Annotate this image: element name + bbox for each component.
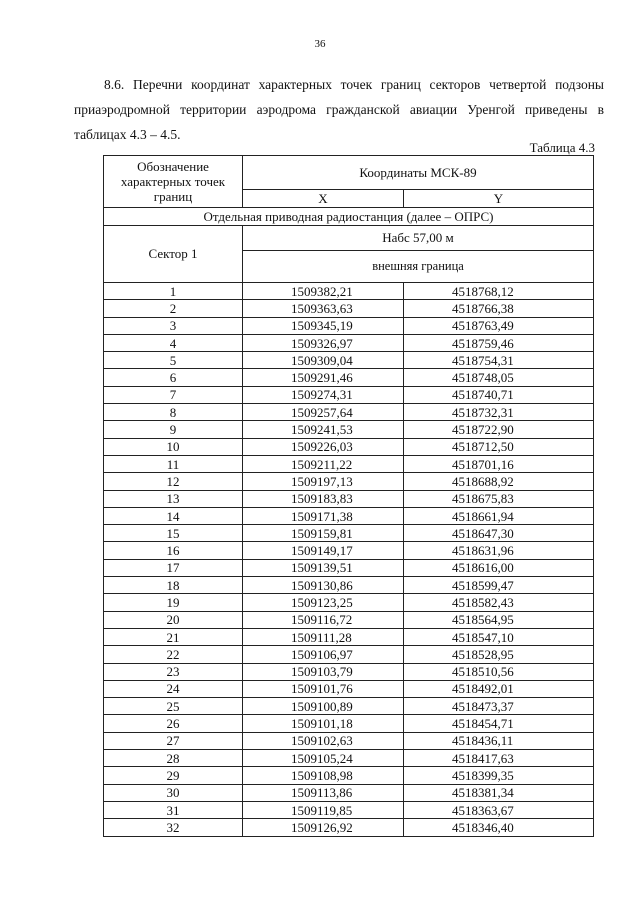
point-number: 21 bbox=[104, 628, 243, 645]
point-number: 22 bbox=[104, 646, 243, 663]
point-number: 23 bbox=[104, 663, 243, 680]
page-number: 36 bbox=[314, 38, 326, 50]
x-coordinate: 1509101,76 bbox=[243, 680, 404, 697]
x-coordinate: 1509149,17 bbox=[243, 542, 404, 559]
point-number: 8 bbox=[104, 404, 243, 421]
y-coordinate: 4518661,94 bbox=[404, 507, 594, 524]
x-coordinate: 1509108,98 bbox=[243, 767, 404, 784]
y-coordinate: 4518417,63 bbox=[404, 750, 594, 767]
table-row bbox=[104, 455, 594, 472]
table-row bbox=[104, 611, 594, 628]
x-coordinate: 1509197,13 bbox=[243, 473, 404, 490]
table-row bbox=[104, 750, 594, 767]
y-coordinate: 4518766,38 bbox=[404, 300, 594, 317]
point-number: 29 bbox=[104, 767, 243, 784]
x-coordinate: 1509102,63 bbox=[243, 732, 404, 749]
y-coordinate: 4518616,00 bbox=[404, 559, 594, 576]
y-coordinate: 4518712,50 bbox=[404, 438, 594, 455]
x-coordinate: 1509113,86 bbox=[243, 784, 404, 801]
header-coordinates: Координаты МСК-89 bbox=[243, 156, 594, 190]
point-number: 25 bbox=[104, 698, 243, 715]
point-number: 11 bbox=[104, 455, 243, 472]
point-number: 15 bbox=[104, 525, 243, 542]
point-number: 7 bbox=[104, 386, 243, 403]
point-number: 31 bbox=[104, 801, 243, 818]
table-row bbox=[104, 386, 594, 403]
point-number: 19 bbox=[104, 594, 243, 611]
table-row bbox=[104, 490, 594, 507]
header-y: Y bbox=[404, 190, 594, 208]
x-coordinate: 1509126,92 bbox=[243, 819, 404, 836]
table-row bbox=[104, 283, 594, 300]
x-coordinate: 1509226,03 bbox=[243, 438, 404, 455]
x-coordinate: 1509171,38 bbox=[243, 507, 404, 524]
table-row bbox=[104, 819, 594, 836]
table-row bbox=[104, 438, 594, 455]
point-number: 16 bbox=[104, 542, 243, 559]
y-coordinate: 4518381,34 bbox=[404, 784, 594, 801]
x-coordinate: 1509257,64 bbox=[243, 404, 404, 421]
table-row bbox=[104, 525, 594, 542]
y-coordinate: 4518688,92 bbox=[404, 473, 594, 490]
x-coordinate: 1509345,19 bbox=[243, 317, 404, 334]
point-number: 32 bbox=[104, 819, 243, 836]
table-row bbox=[104, 317, 594, 334]
border-label: внешняя граница bbox=[243, 251, 594, 283]
header-designation: Обозначение характерных точек границ bbox=[104, 156, 243, 208]
point-number: 9 bbox=[104, 421, 243, 438]
y-coordinate: 4518528,95 bbox=[404, 646, 594, 663]
point-number: 4 bbox=[104, 334, 243, 351]
y-coordinate: 4518547,10 bbox=[404, 628, 594, 645]
table-caption: Таблица 4.3 bbox=[529, 140, 595, 155]
x-coordinate: 1509159,81 bbox=[243, 525, 404, 542]
table-row bbox=[104, 352, 594, 369]
point-number: 13 bbox=[104, 490, 243, 507]
y-coordinate: 4518454,71 bbox=[404, 715, 594, 732]
table-row bbox=[104, 421, 594, 438]
coordinates-table bbox=[103, 155, 594, 837]
table-row bbox=[104, 577, 594, 594]
table-row bbox=[104, 334, 594, 351]
y-coordinate: 4518399,35 bbox=[404, 767, 594, 784]
x-coordinate: 1509100,89 bbox=[243, 698, 404, 715]
point-number: 1 bbox=[104, 283, 243, 300]
table-row bbox=[104, 784, 594, 801]
habs-label: Набс 57,00 м bbox=[243, 226, 594, 251]
header-x: X bbox=[243, 190, 404, 208]
x-coordinate: 1509309,04 bbox=[243, 352, 404, 369]
y-coordinate: 4518510,56 bbox=[404, 663, 594, 680]
y-coordinate: 4518564,95 bbox=[404, 611, 594, 628]
table-row bbox=[104, 559, 594, 576]
point-number: 20 bbox=[104, 611, 243, 628]
y-coordinate: 4518722,90 bbox=[404, 421, 594, 438]
y-coordinate: 4518759,46 bbox=[404, 334, 594, 351]
x-coordinate: 1509105,24 bbox=[243, 750, 404, 767]
point-number: 3 bbox=[104, 317, 243, 334]
point-number: 2 bbox=[104, 300, 243, 317]
y-coordinate: 4518492,01 bbox=[404, 680, 594, 697]
point-number: 5 bbox=[104, 352, 243, 369]
table-row bbox=[104, 680, 594, 697]
intro-text: 8.6. Перечни координат характерных точек границ секторов четвертой подзоны приаэродромной территории аэродрома гражданской авиации Уренгой приведены в таблицах 4.3 – 4.5. bbox=[74, 77, 604, 142]
table-body bbox=[104, 283, 594, 837]
point-number: 12 bbox=[104, 473, 243, 490]
y-coordinate: 4518363,67 bbox=[404, 801, 594, 818]
y-coordinate: 4518740,71 bbox=[404, 386, 594, 403]
table-row bbox=[104, 542, 594, 559]
point-number: 14 bbox=[104, 507, 243, 524]
point-number: 24 bbox=[104, 680, 243, 697]
x-coordinate: 1509106,97 bbox=[243, 646, 404, 663]
y-coordinate: 4518473,37 bbox=[404, 698, 594, 715]
y-coordinate: 4518582,43 bbox=[404, 594, 594, 611]
y-coordinate: 4518631,96 bbox=[404, 542, 594, 559]
point-number: 28 bbox=[104, 750, 243, 767]
y-coordinate: 4518436,11 bbox=[404, 732, 594, 749]
x-coordinate: 1509119,85 bbox=[243, 801, 404, 818]
intro-paragraph bbox=[74, 72, 604, 147]
y-coordinate: 4518647,30 bbox=[404, 525, 594, 542]
sector-label: Сектор 1 bbox=[104, 226, 243, 283]
x-coordinate: 1509116,72 bbox=[243, 611, 404, 628]
header-station: Отдельная приводная радиостанция (далее – ОПРС) bbox=[104, 208, 594, 226]
x-coordinate: 1509123,25 bbox=[243, 594, 404, 611]
x-coordinate: 1509103,79 bbox=[243, 663, 404, 680]
x-coordinate: 1509363,63 bbox=[243, 300, 404, 317]
x-coordinate: 1509130,86 bbox=[243, 577, 404, 594]
y-coordinate: 4518732,31 bbox=[404, 404, 594, 421]
x-coordinate: 1509241,53 bbox=[243, 421, 404, 438]
y-coordinate: 4518675,83 bbox=[404, 490, 594, 507]
table-row bbox=[104, 507, 594, 524]
point-number: 27 bbox=[104, 732, 243, 749]
x-coordinate: 1509326,97 bbox=[243, 334, 404, 351]
y-coordinate: 4518763,49 bbox=[404, 317, 594, 334]
y-coordinate: 4518346,40 bbox=[404, 819, 594, 836]
table-row bbox=[104, 646, 594, 663]
table-row bbox=[104, 369, 594, 386]
table-row bbox=[104, 473, 594, 490]
table-row bbox=[104, 628, 594, 645]
x-coordinate: 1509382,21 bbox=[243, 283, 404, 300]
table-row bbox=[104, 801, 594, 818]
x-coordinate: 1509101,18 bbox=[243, 715, 404, 732]
table-row bbox=[104, 404, 594, 421]
y-coordinate: 4518754,31 bbox=[404, 352, 594, 369]
x-coordinate: 1509274,31 bbox=[243, 386, 404, 403]
x-coordinate: 1509183,83 bbox=[243, 490, 404, 507]
x-coordinate: 1509111,28 bbox=[243, 628, 404, 645]
y-coordinate: 4518748,05 bbox=[404, 369, 594, 386]
point-number: 6 bbox=[104, 369, 243, 386]
table-row bbox=[104, 698, 594, 715]
point-number: 18 bbox=[104, 577, 243, 594]
y-coordinate: 4518768,12 bbox=[404, 283, 594, 300]
table-row bbox=[104, 663, 594, 680]
x-coordinate: 1509211,22 bbox=[243, 455, 404, 472]
point-number: 30 bbox=[104, 784, 243, 801]
y-coordinate: 4518599,47 bbox=[404, 577, 594, 594]
table-row bbox=[104, 767, 594, 784]
y-coordinate: 4518701,16 bbox=[404, 455, 594, 472]
point-number: 17 bbox=[104, 559, 243, 576]
x-coordinate: 1509291,46 bbox=[243, 369, 404, 386]
point-number: 26 bbox=[104, 715, 243, 732]
point-number: 10 bbox=[104, 438, 243, 455]
table-row bbox=[104, 300, 594, 317]
x-coordinate: 1509139,51 bbox=[243, 559, 404, 576]
table-row bbox=[104, 732, 594, 749]
table-row bbox=[104, 594, 594, 611]
table-row bbox=[104, 715, 594, 732]
